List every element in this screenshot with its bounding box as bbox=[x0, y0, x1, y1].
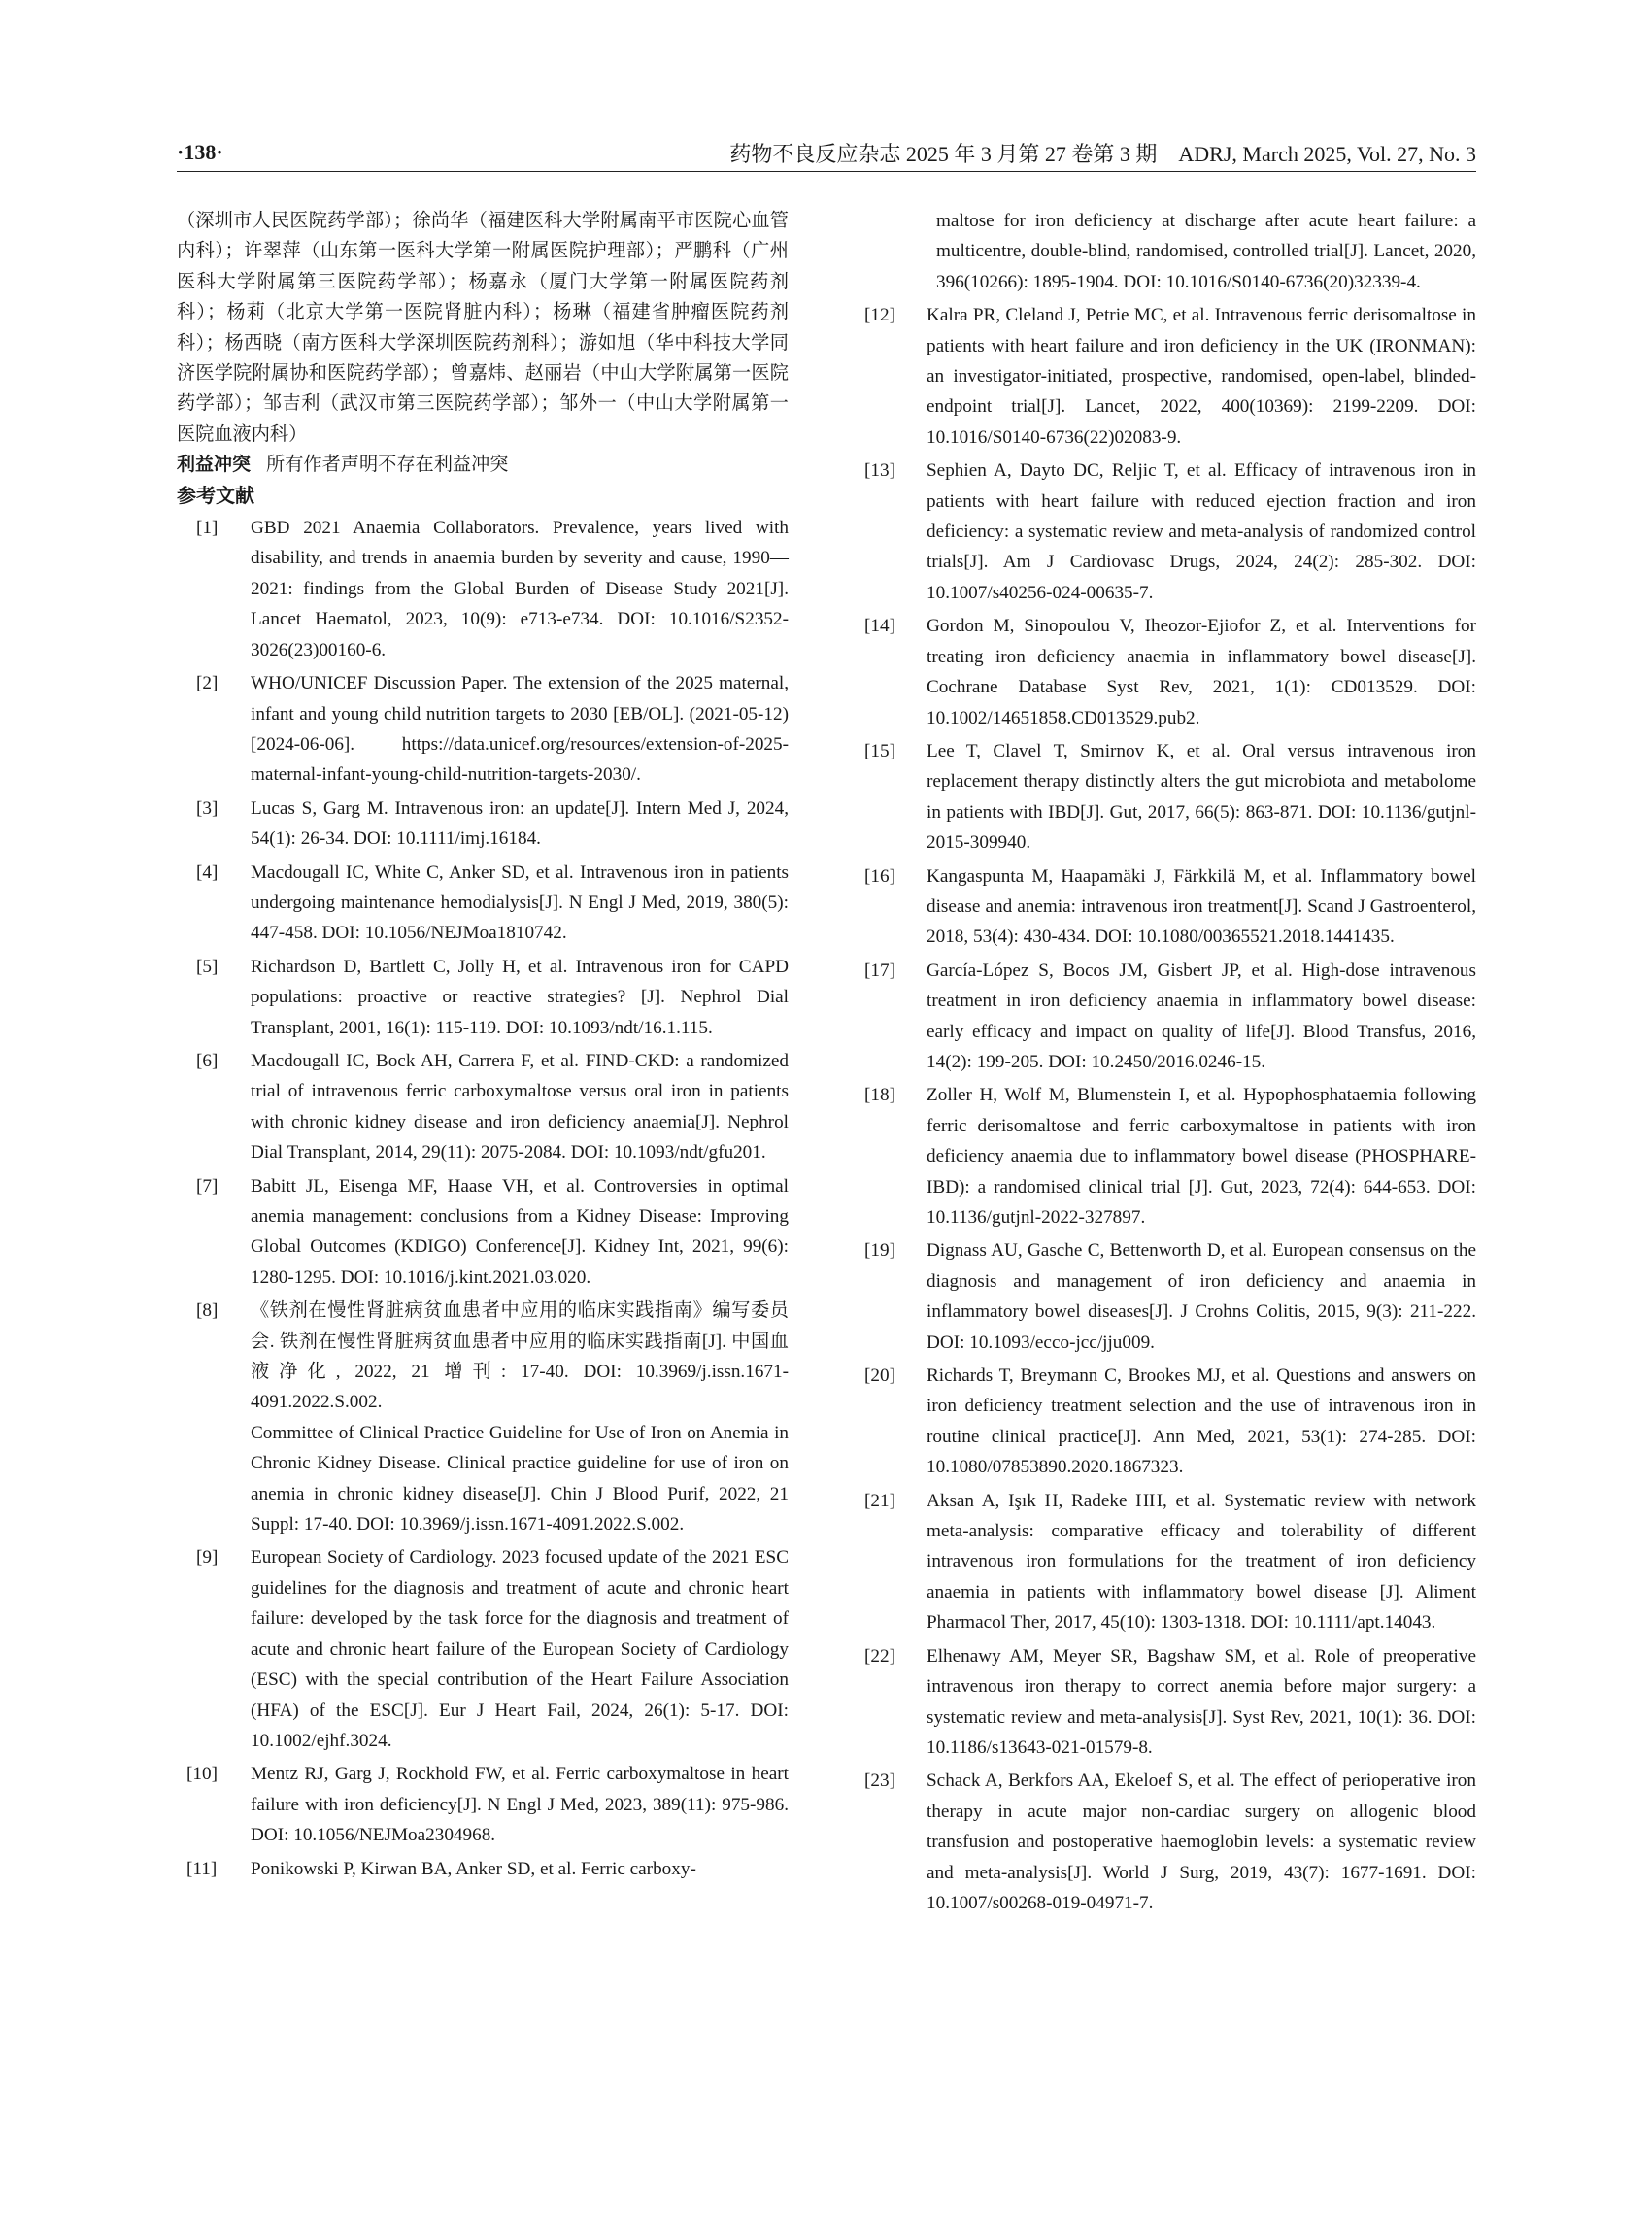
reference-text: García-López S, Bocos JM, Gisbert JP, et al. High-dose intravenous treatment in iron deficiency anaemia in inflammatory bowel disease: early efficacy and impact on quality of life[J]. Blood Transfus, 2016, 14(2): 199-205. DOI: 10.2450/2016.0246-15. bbox=[927, 960, 1476, 1072]
reference-item bbox=[177, 1171, 789, 1294]
page-number: ·138· bbox=[177, 140, 223, 164]
reference-text: Elhenawy AM, Meyer SR, Bagshaw SM, et al. Role of preoperative intravenous iron therapy to correct anemia before major surgery: a systematic review and meta-analysis[J]. Syst Rev, 2021, 10(1): 36. DOI: 10.1186/s13643-021-01579-8. bbox=[927, 1645, 1476, 1758]
conflict-text: 所有作者声明不存在利益冲突 bbox=[266, 455, 509, 476]
reference-item bbox=[864, 300, 1476, 453]
reference-item bbox=[864, 1766, 1476, 1918]
reference-text: Lee T, Clavel T, Smirnov K, et al. Oral versus intravenous iron replacement therapy distinctly alters the gut microbiota and metabolome in patients with IBD[J]. Gut, 2017, 66(5): 863-871. DOI: 10.1136/gutjnl-2015-309940. bbox=[927, 740, 1476, 854]
reference-continuation: maltose for iron deficiency at discharge after acute heart failure: a multicentre, double-blind, randomised, controlled trial[J]. Lancet, 2020, 396(10266): 1895-1904. DOI: 10.1016/S0140-6736(20)32339-4. bbox=[936, 211, 1476, 292]
reference-item bbox=[177, 858, 789, 949]
reference-item bbox=[864, 455, 1476, 608]
reference-item bbox=[177, 1046, 789, 1168]
reference-item bbox=[864, 1080, 1476, 1232]
journal-citation: 药物不良反应杂志 2025 年 3 月第 27 卷第 3 期 ADRJ, March 2025, Vol. 27, No. 3 bbox=[729, 142, 1476, 166]
reference-number: [20] bbox=[864, 1365, 895, 1387]
reference-item bbox=[177, 1542, 789, 1756]
reference-number: [23] bbox=[864, 1770, 895, 1792]
reference-item bbox=[177, 1759, 789, 1850]
reference-number: [6] bbox=[196, 1050, 219, 1071]
reference-item bbox=[864, 861, 1476, 953]
reference-number: [3] bbox=[196, 797, 219, 819]
reference-item bbox=[177, 1296, 789, 1539]
reference-text: Ponikowski P, Kirwan BA, Anker SD, et al. Ferric carboxy- bbox=[251, 1858, 696, 1879]
reference-number: [10] bbox=[186, 1764, 218, 1785]
reference-translation: Committee of Clinical Practice Guideline for Use of Iron on Anemia in Chronic Kidney Disease. Clinical practice guideline for use of iron on anemia in chronic kidney disease[J]. Chin J Blood Purif, 2022, 21 Suppl: 17-40. DOI: 10.3969/j.issn.1671-4091.2022.S.002. bbox=[251, 1422, 789, 1535]
reference-number: [8] bbox=[196, 1300, 219, 1322]
reference-text: Dignass AU, Gasche C, Bettenworth D, et al. European consensus on the diagnosis and management of iron deficiency and anaemia in inflammatory bowel diseases[J]. J Crohns Colitis, 2015, 9(3): 211-222. DOI: 10.1093/ecco-jcc/jju009. bbox=[927, 1240, 1476, 1353]
reference-text: Sephien A, Dayto DC, Reljic T, et al. Efficacy of intravenous iron in patients with heart failure with reduced ejection fraction and iron deficiency: a systematic review and meta-analysis of randomized control trials[J]. Am J Cardiovasc Drugs, 2024, 24(2): 285-302. DOI: 10.1007/s40256-024-00635-7. bbox=[927, 460, 1476, 603]
reference-text: Kalra PR, Cleland J, Petrie MC, et al. Intravenous ferric derisomaltose in patients with heart failure and iron deficiency in the UK (IRONMAN): an investigator-initiated, prospective, randomised, open-label, blinded-endpoint trial[J]. Lancet, 2022, 400(10369): 2199-2209. DOI: 10.1016/S0140-6736(22)02083-9. bbox=[927, 305, 1476, 448]
reference-item bbox=[864, 611, 1476, 733]
reference-item bbox=[177, 513, 789, 665]
reference-item bbox=[177, 952, 789, 1043]
reference-number: [17] bbox=[864, 960, 895, 981]
reference-number: [18] bbox=[864, 1085, 895, 1106]
reference-number: [22] bbox=[864, 1645, 895, 1667]
reference-number: [11] bbox=[186, 1858, 218, 1879]
reference-text: Aksan A, Işık H, Radeke HH, et al. Systematic review with network meta-analysis: comparative efficacy and tolerability of different intravenous iron formulations for the treatment of iron deficiency anaemia in patients with inflammatory bowel disease [J]. Aliment Pharmacol Ther, 2017, 45(10): 1303-1318. DOI: 10.1111/apt.14043. bbox=[927, 1490, 1476, 1634]
reference-number: [14] bbox=[864, 616, 895, 637]
reference-item bbox=[864, 1235, 1476, 1358]
contributors-paragraph: （深圳市人民医院药学部）；徐尚华（福建医科大学附属南平市医院心血管内科）；许翠萍（山东第一医科大学第一附属医院护理部）；严鹏科（广州医科大学附属第三医院药学部）；杨嘉永（厦门大学第一附属医院药剂科）；杨莉（北京大学第一医院肾脏内科）；杨琳（福建省肿瘤医院药剂科）；杨西晓（南方医科大学深圳医院药剂科）；游如旭（华中科技大学同济医学院附属协和医院药学部）；曾嘉炜、赵丽岩（中山大学附属第一医院药学部）；邹吉利（武汉市第三医院药学部）；邹外一（中山大学附属第一医院血液内科） bbox=[177, 211, 789, 445]
reference-item bbox=[864, 736, 1476, 859]
reference-text: European Society of Cardiology. 2023 focused update of the 2021 ESC guidelines for the diagnosis and treatment of acute and chronic heart failure: developed by the task force for the diagnosis and treatment of acute and chronic heart failure of the European Society of Cardiology (ESC) with the special contribution of the Heart Failure Association (HFA) of the ESC[J]. Eur J Heart Fail, 2024, 26(1): 5-17. DOI: 10.1002/ejhf.3024. bbox=[251, 1547, 789, 1751]
reference-number: [19] bbox=[864, 1240, 895, 1262]
reference-number: [2] bbox=[196, 673, 219, 694]
reference-text: Lucas S, Garg M. Intravenous iron: an update[J]. Intern Med J, 2024, 54(1): 26-34. DOI: 10.1111/imj.16184. bbox=[251, 797, 789, 850]
reference-text: GBD 2021 Anaemia Collaborators. Prevalence, years lived with disability, and trends in anaemia burden by severity and cause, 1990—2021: findings from the Global Burden of Disease Study 2021[J]. Lancet Haematol, 2023, 10(9): e713-e734. DOI: 10.1016/S2352-3026(23)00160-6. bbox=[251, 518, 789, 660]
reference-text: Kangaspunta M, Haapamäki J, Färkkilä M, et al. Inflammatory bowel disease and anemia: intravenous iron treatment[J]. Scand J Gastroenterol, 2018, 53(4): 430-434. DOI: 10.1080/00365521.2018.1441435. bbox=[927, 865, 1476, 948]
reference-item bbox=[177, 793, 789, 855]
reference-number: [7] bbox=[196, 1175, 219, 1197]
reference-text: Richardson D, Bartlett C, Jolly H, et al. Intravenous iron for CAPD populations: proactive or reactive strategies? [J]. Nephrol Dial Transplant, 2001, 16(1): 115-119. DOI: 10.1093/ndt/16.1.115. bbox=[251, 956, 789, 1038]
reference-number: [13] bbox=[864, 460, 895, 482]
reference-text: Macdougall IC, Bock AH, Carrera F, et al. FIND-CKD: a randomized trial of intravenous ferric carboxymaltose versus oral iron in patients with chronic kidney disease and iron deficiency anaemia[J]. Nephrol Dial Transplant, 2014, 29(11): 2075-2084. DOI: 10.1093/ndt/gfu201. bbox=[251, 1050, 789, 1163]
reference-text: Macdougall IC, White C, Anker SD, et al. Intravenous iron in patients undergoing maintenance hemodialysis[J]. N Engl J Med, 2019, 380(5): 447-458. DOI: 10.1056/NEJMoa1810742. bbox=[251, 861, 789, 944]
reference-text: Babitt JL, Eisenga MF, Haase VH, et al. Controversies in optimal anemia management: conclusions from a Kidney Disease: Improving Global Outcomes (KDIGO) Conference[J]. Kidney Int, 2021, 99(6): 1280-1295. DOI: 10.1016/j.kint.2021.03.020. bbox=[251, 1175, 789, 1288]
reference-number: [15] bbox=[864, 740, 895, 761]
conflict-label: 利益冲突 bbox=[177, 454, 252, 476]
reference-number: [9] bbox=[196, 1547, 219, 1568]
reference-item bbox=[177, 668, 789, 791]
right-column bbox=[864, 206, 1476, 1921]
reference-text: Gordon M, Sinopoulou V, Iheozor-Ejiofor Z, et al. Interventions for treating iron deficiency anaemia in inflammatory bowel disease[J]. Cochrane Database Syst Rev, 2021, 1(1): CD013529. DOI: 10.1002/14651858.CD013529.pub2. bbox=[927, 616, 1476, 728]
reference-text: Mentz RJ, Garg J, Rockhold FW, et al. Ferric carboxymaltose in heart failure with iron deficiency[J]. N Engl J Med, 2023, 389(11): 975-986. DOI: 10.1056/NEJMoa2304968. bbox=[251, 1764, 789, 1846]
reference-item bbox=[864, 1361, 1476, 1483]
reference-item bbox=[864, 956, 1476, 1078]
reference-number: [5] bbox=[196, 956, 219, 977]
reference-number: [21] bbox=[864, 1490, 895, 1511]
reference-number: [12] bbox=[864, 305, 895, 326]
references-heading: 参考文献 bbox=[177, 483, 254, 507]
reference-number: [4] bbox=[196, 861, 219, 883]
reference-item bbox=[177, 1854, 789, 1884]
reference-text: Richards T, Breymann C, Brookes MJ, et al. Questions and answers on iron deficiency treatment selection and the use of intravenous iron in routine clinical practice[J]. Ann Med, 2021, 53(1): 274-285. DOI: 10.1080/07853890.2020.1867323. bbox=[927, 1365, 1476, 1478]
reference-item bbox=[864, 1641, 1476, 1764]
conflict-statement bbox=[177, 450, 789, 480]
reference-number: [1] bbox=[196, 518, 219, 539]
reference-text: Schack A, Berkfors AA, Ekeloef S, et al. The effect of perioperative iron therapy in acute major non-cardiac surgery on allogenic blood transfusion and postoperative haemoglobin levels: a systematic review and meta-analysis[J]. World J Surg, 2019, 43(7): 1677-1691. DOI: 10.1007/s00268-019-04971-7. bbox=[927, 1770, 1476, 1913]
running-header bbox=[177, 138, 1476, 172]
reference-text: 《铁剂在慢性肾脏病贫血患者中应用的临床实践指南》编写委员会. 铁剂在慢性肾脏病贫血患者中应用的临床实践指南[J]. 中国血液净化, 2022, 21 增刊: 17-40. DOI: 10.3969/j.issn.1671-4091.2022.S.002. bbox=[251, 1300, 789, 1413]
reference-number: [16] bbox=[864, 865, 895, 887]
reference-text: Zoller H, Wolf M, Blumenstein I, et al. Hypophosphataemia following ferric derisomaltose and ferric carboxymaltose in patients with iron deficiency anaemia due to inflammatory bowel disease (PHOSPHARE-IBD): a randomised clinical trial [J]. Gut, 2023, 72(4): 644-653. DOI: 10.1136/gutjnl-2022-327897. bbox=[927, 1085, 1476, 1228]
left-column bbox=[177, 206, 789, 1887]
reference-text: WHO/UNICEF Discussion Paper. The extension of the 2025 maternal, infant and young child nutrition targets to 2030 [EB/OL]. (2021-05-12) [2024-06-06]. https://data.unicef.org/resources/extension-of-2025-maternal-infant-young-child-nutrition-targets-2030/. bbox=[251, 673, 789, 786]
reference-item bbox=[864, 1486, 1476, 1638]
